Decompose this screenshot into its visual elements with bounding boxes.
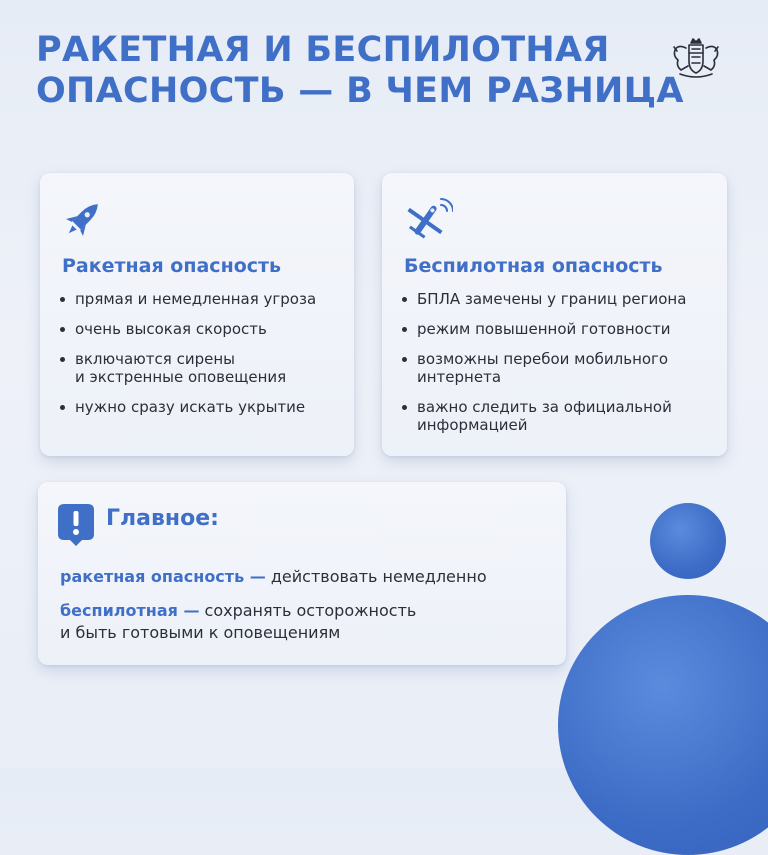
main-summary-card <box>38 482 566 665</box>
bullet-dot <box>60 297 65 302</box>
drone-icon <box>401 195 453 243</box>
bullet-text: режим повышенной готовности <box>417 320 671 338</box>
summary-drone-text-continued: и быть готовыми к оповещениям <box>60 623 341 642</box>
bullet-text: очень высокая скорость <box>75 320 267 338</box>
drone-bullet-list <box>402 290 686 446</box>
rocket-bullet-list <box>60 290 316 428</box>
bullet-text-line-2: интернета <box>417 368 502 386</box>
list-item <box>60 350 316 386</box>
bullet-dot <box>60 405 65 410</box>
summary-rocket-text: действовать немедленно <box>265 567 487 586</box>
bullet-dot <box>60 327 65 332</box>
rocket-icon <box>59 195 107 243</box>
coat-of-arms-icon <box>664 36 728 82</box>
bullet-dot <box>402 327 407 332</box>
bullet-dot <box>402 297 407 302</box>
summary-rocket-line <box>60 566 487 588</box>
summary-rocket-label: ракетная опасность — <box>60 567 266 586</box>
bullet-text-line-2: информацией <box>417 416 528 434</box>
page-title <box>36 30 684 112</box>
bullet-text-line-1: включаются сирены <box>75 350 235 368</box>
bullet-text-line-1: важно следить за официальной <box>417 398 672 416</box>
list-item <box>402 320 686 338</box>
drone-danger-card <box>382 173 727 456</box>
decorative-circle-small <box>650 503 726 579</box>
list-item <box>402 290 686 308</box>
summary-drone-text: сохранять осторожность <box>199 601 417 620</box>
summary-drone-line <box>60 600 416 644</box>
drone-card-heading: Беспилотная опасность <box>404 255 663 277</box>
rocket-danger-card <box>40 173 354 456</box>
list-item <box>60 398 316 416</box>
bullet-dot <box>60 357 65 362</box>
bullet-text: нужно сразу искать укрытие <box>75 398 306 416</box>
list-item <box>60 320 316 338</box>
bullet-text-line-1: возможны перебои мобильного <box>417 350 669 368</box>
main-card-heading: Главное: <box>106 506 219 531</box>
summary-drone-label: беспилотная — <box>60 601 200 620</box>
bullet-text: БПЛА замечены у границ региона <box>417 290 687 308</box>
bullet-text: прямая и немедленная угроза <box>75 290 317 308</box>
exclamation-icon <box>58 504 94 546</box>
list-item <box>402 350 686 386</box>
decorative-circle-large <box>558 595 768 855</box>
title-line-1: РАКЕТНАЯ И БЕСПИЛОТНАЯ <box>36 30 610 70</box>
rocket-card-heading: Ракетная опасность <box>62 255 282 277</box>
bullet-dot <box>402 405 407 410</box>
bullet-dot <box>402 357 407 362</box>
list-item <box>402 398 686 434</box>
list-item <box>60 290 316 308</box>
bullet-text-line-2: и экстренные оповещения <box>75 368 287 386</box>
title-line-2: ОПАСНОСТЬ — В ЧЕМ РАЗНИЦА <box>36 71 684 111</box>
